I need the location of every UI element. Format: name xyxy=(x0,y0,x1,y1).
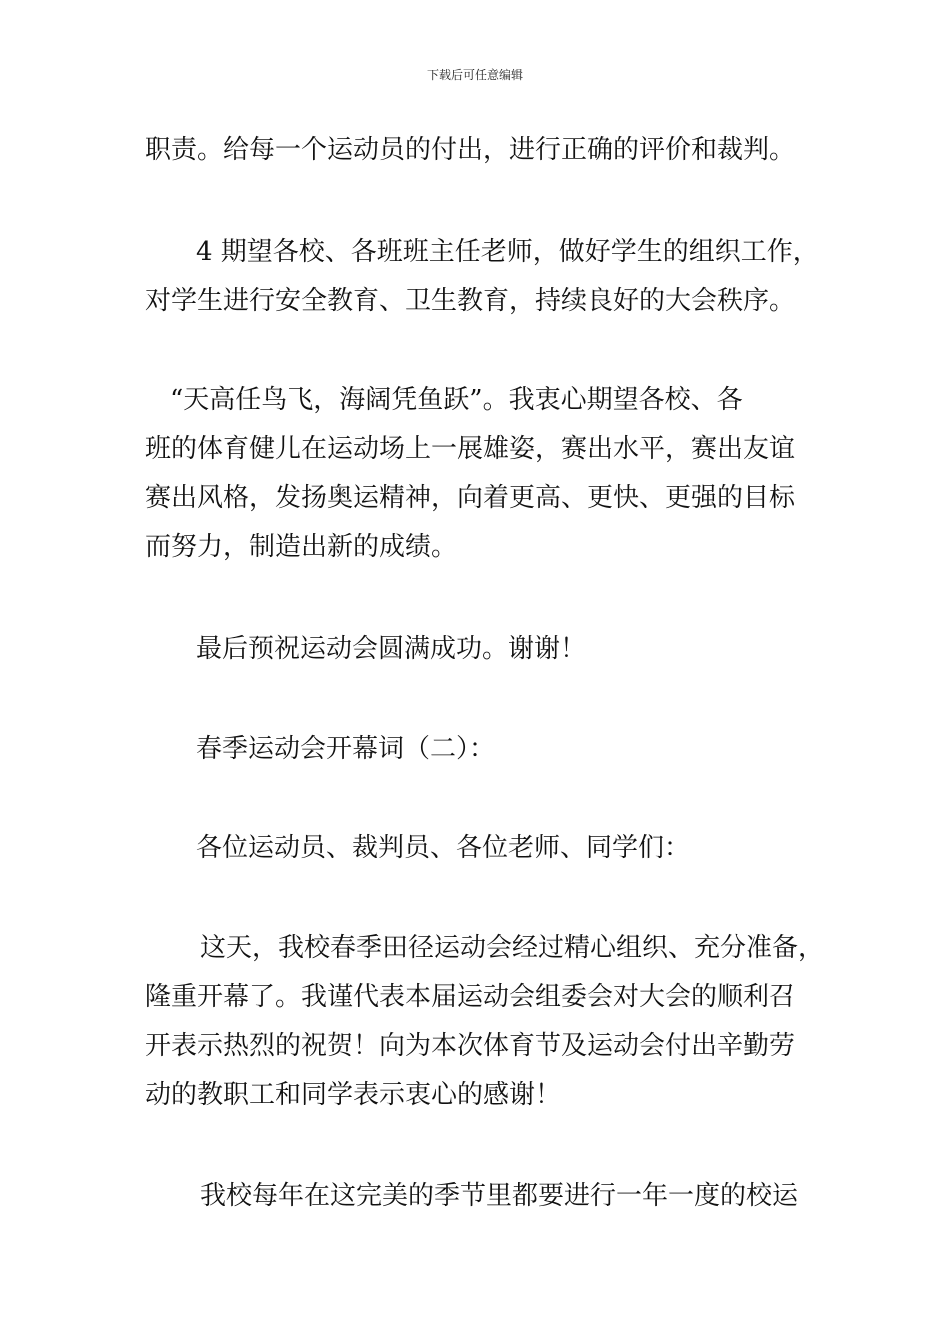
text-line-12: 隆重开幕了。我谨代表本届运动会组委会对大会的顺利召 xyxy=(145,982,796,1012)
text-line-4: “天高任鸟飞，海阔凭鱼跃”。我衷心期望各校、各 xyxy=(170,385,743,415)
salutation: 各位运动员、裁判员、各位老师、同学们： xyxy=(196,833,691,863)
text-line-14: 动的教职工和同学表示衷心的感谢！ xyxy=(145,1080,562,1110)
text-line-15: 我校每年在这完美的季节里都要进行一年一度的校运 xyxy=(200,1181,799,1211)
text-line-3: 对学生进行安全教育、卫生教育，持续良好的大会秩序。 xyxy=(145,286,796,316)
page-header: 下载后可任意编辑 xyxy=(426,68,523,82)
text-line-11: 这天，我校春季田径运动会经过精心组织、充分准备， xyxy=(200,933,825,963)
text-line-6: 赛出风格，发扬奥运精神，向着更高、更快、更强的目标 xyxy=(145,483,796,513)
text-line-7: 而努力，制造出新的成绩。 xyxy=(145,532,458,562)
text-line-1: 职责。给每一个运动员的付出，进行正确的评价和裁判。 xyxy=(145,135,796,165)
section-title: 春季运动会开幕词（二）： xyxy=(196,734,496,764)
text-line-8: 最后预祝运动会圆满成功。谢谢！ xyxy=(196,634,587,664)
text-line-13: 开表示热烈的祝贺！向为本次体育节及运动会付出辛勤劳 xyxy=(145,1031,796,1061)
text-line-5: 班的体育健儿在运动场上一展雄姿，赛出水平，赛出友谊 xyxy=(145,434,796,464)
text-line-2: 4 期望各校、各班班主任老师，做好学生的组织工作， xyxy=(196,237,819,267)
